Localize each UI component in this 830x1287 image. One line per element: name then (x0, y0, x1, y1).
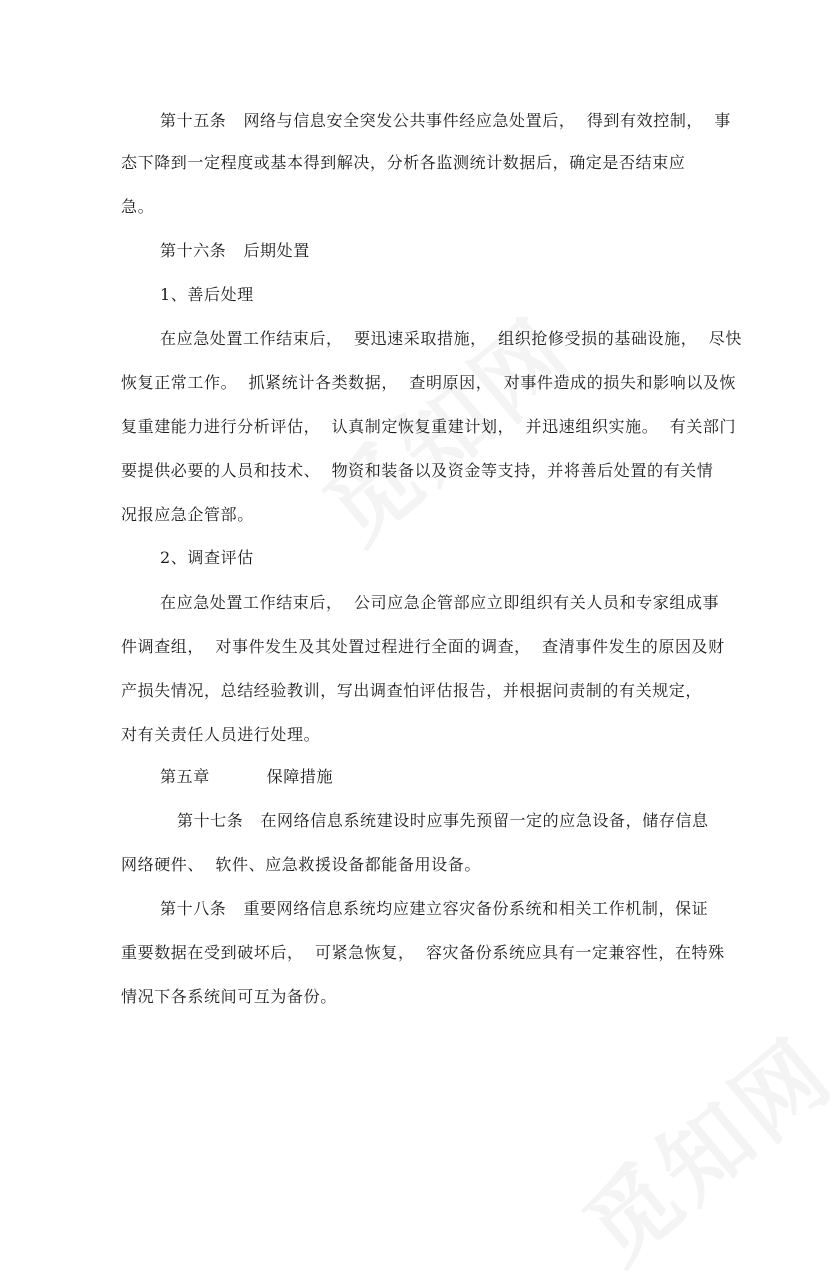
article-15-line-3: 急。 (121, 197, 155, 216)
investigation-line-4: 对有关责任人员进行处理。 (121, 725, 321, 744)
aftermath-line-3: 复重建能力进行分析评估， 认真制定恢复重建计划， 并迅速组织实施。 有关部门 (121, 417, 737, 436)
watermark (552, 1003, 830, 1287)
article-18-line-1: 第十八条 重要网络信息系统均应建立容灾备份系统和相关工作机制，保证 (160, 899, 709, 918)
chapter-5-heading: 第五章 保障措施 (160, 767, 334, 786)
article-15-line-2: 态下降到一定程度或基本得到解决，分析各监测统计数据后，确定是否结束应 (121, 153, 686, 172)
article-18-line-3: 情况下各系统间可互为备份。 (121, 987, 337, 1006)
aftermath-line-2: 恢复正常工作。 抓紧统计各类数据， 查明原因， 对事件造成的损失和影响以及恢 (121, 373, 737, 392)
aftermath-line-4: 要提供必要的人员和技术、 物资和装备以及资金等支持，并将善后处置的有关情 (121, 461, 714, 480)
section-heading-aftermath: 1、善后处理 (160, 285, 254, 304)
article-16-heading: 第十六条 后期处置 (160, 241, 310, 260)
article-15-line-1: 第十五条 网络与信息安全突发公共事件经应急处置后， 得到有效控制， 事 (160, 111, 732, 130)
section-heading-investigation: 2、调查评估 (160, 548, 254, 567)
article-17-line-1: 第十七条 在网络信息系统建设时应事先预留一定的应急设备，储存信息 (177, 811, 709, 830)
article-18-line-2: 重要数据在受到破坏后， 可紧急恢复， 容灾备份系统应具有一定兼容性，在特殊 (121, 943, 725, 962)
aftermath-line-5: 况报应急企管部。 (121, 505, 254, 524)
investigation-line-3: 产损失情况，总结经验教训，写出调查怕评估报告，并根据问责制的有关规定， (121, 681, 703, 700)
investigation-line-2: 件调查组， 对事件发生及其处置过程进行全面的调查， 查清事件发生的原因及财 (121, 637, 725, 656)
aftermath-line-1: 在应急处置工作结束后， 要迅速采取措施， 组织抢修受损的基础设施， 尽快 (160, 329, 742, 348)
article-17-line-2: 网络硬件、 软件、应急救援设备都能备用设备。 (121, 855, 481, 874)
investigation-line-1: 在应急处置工作结束后， 公司应急企管部应立即组织有关人员和专家组成事 (160, 593, 720, 612)
